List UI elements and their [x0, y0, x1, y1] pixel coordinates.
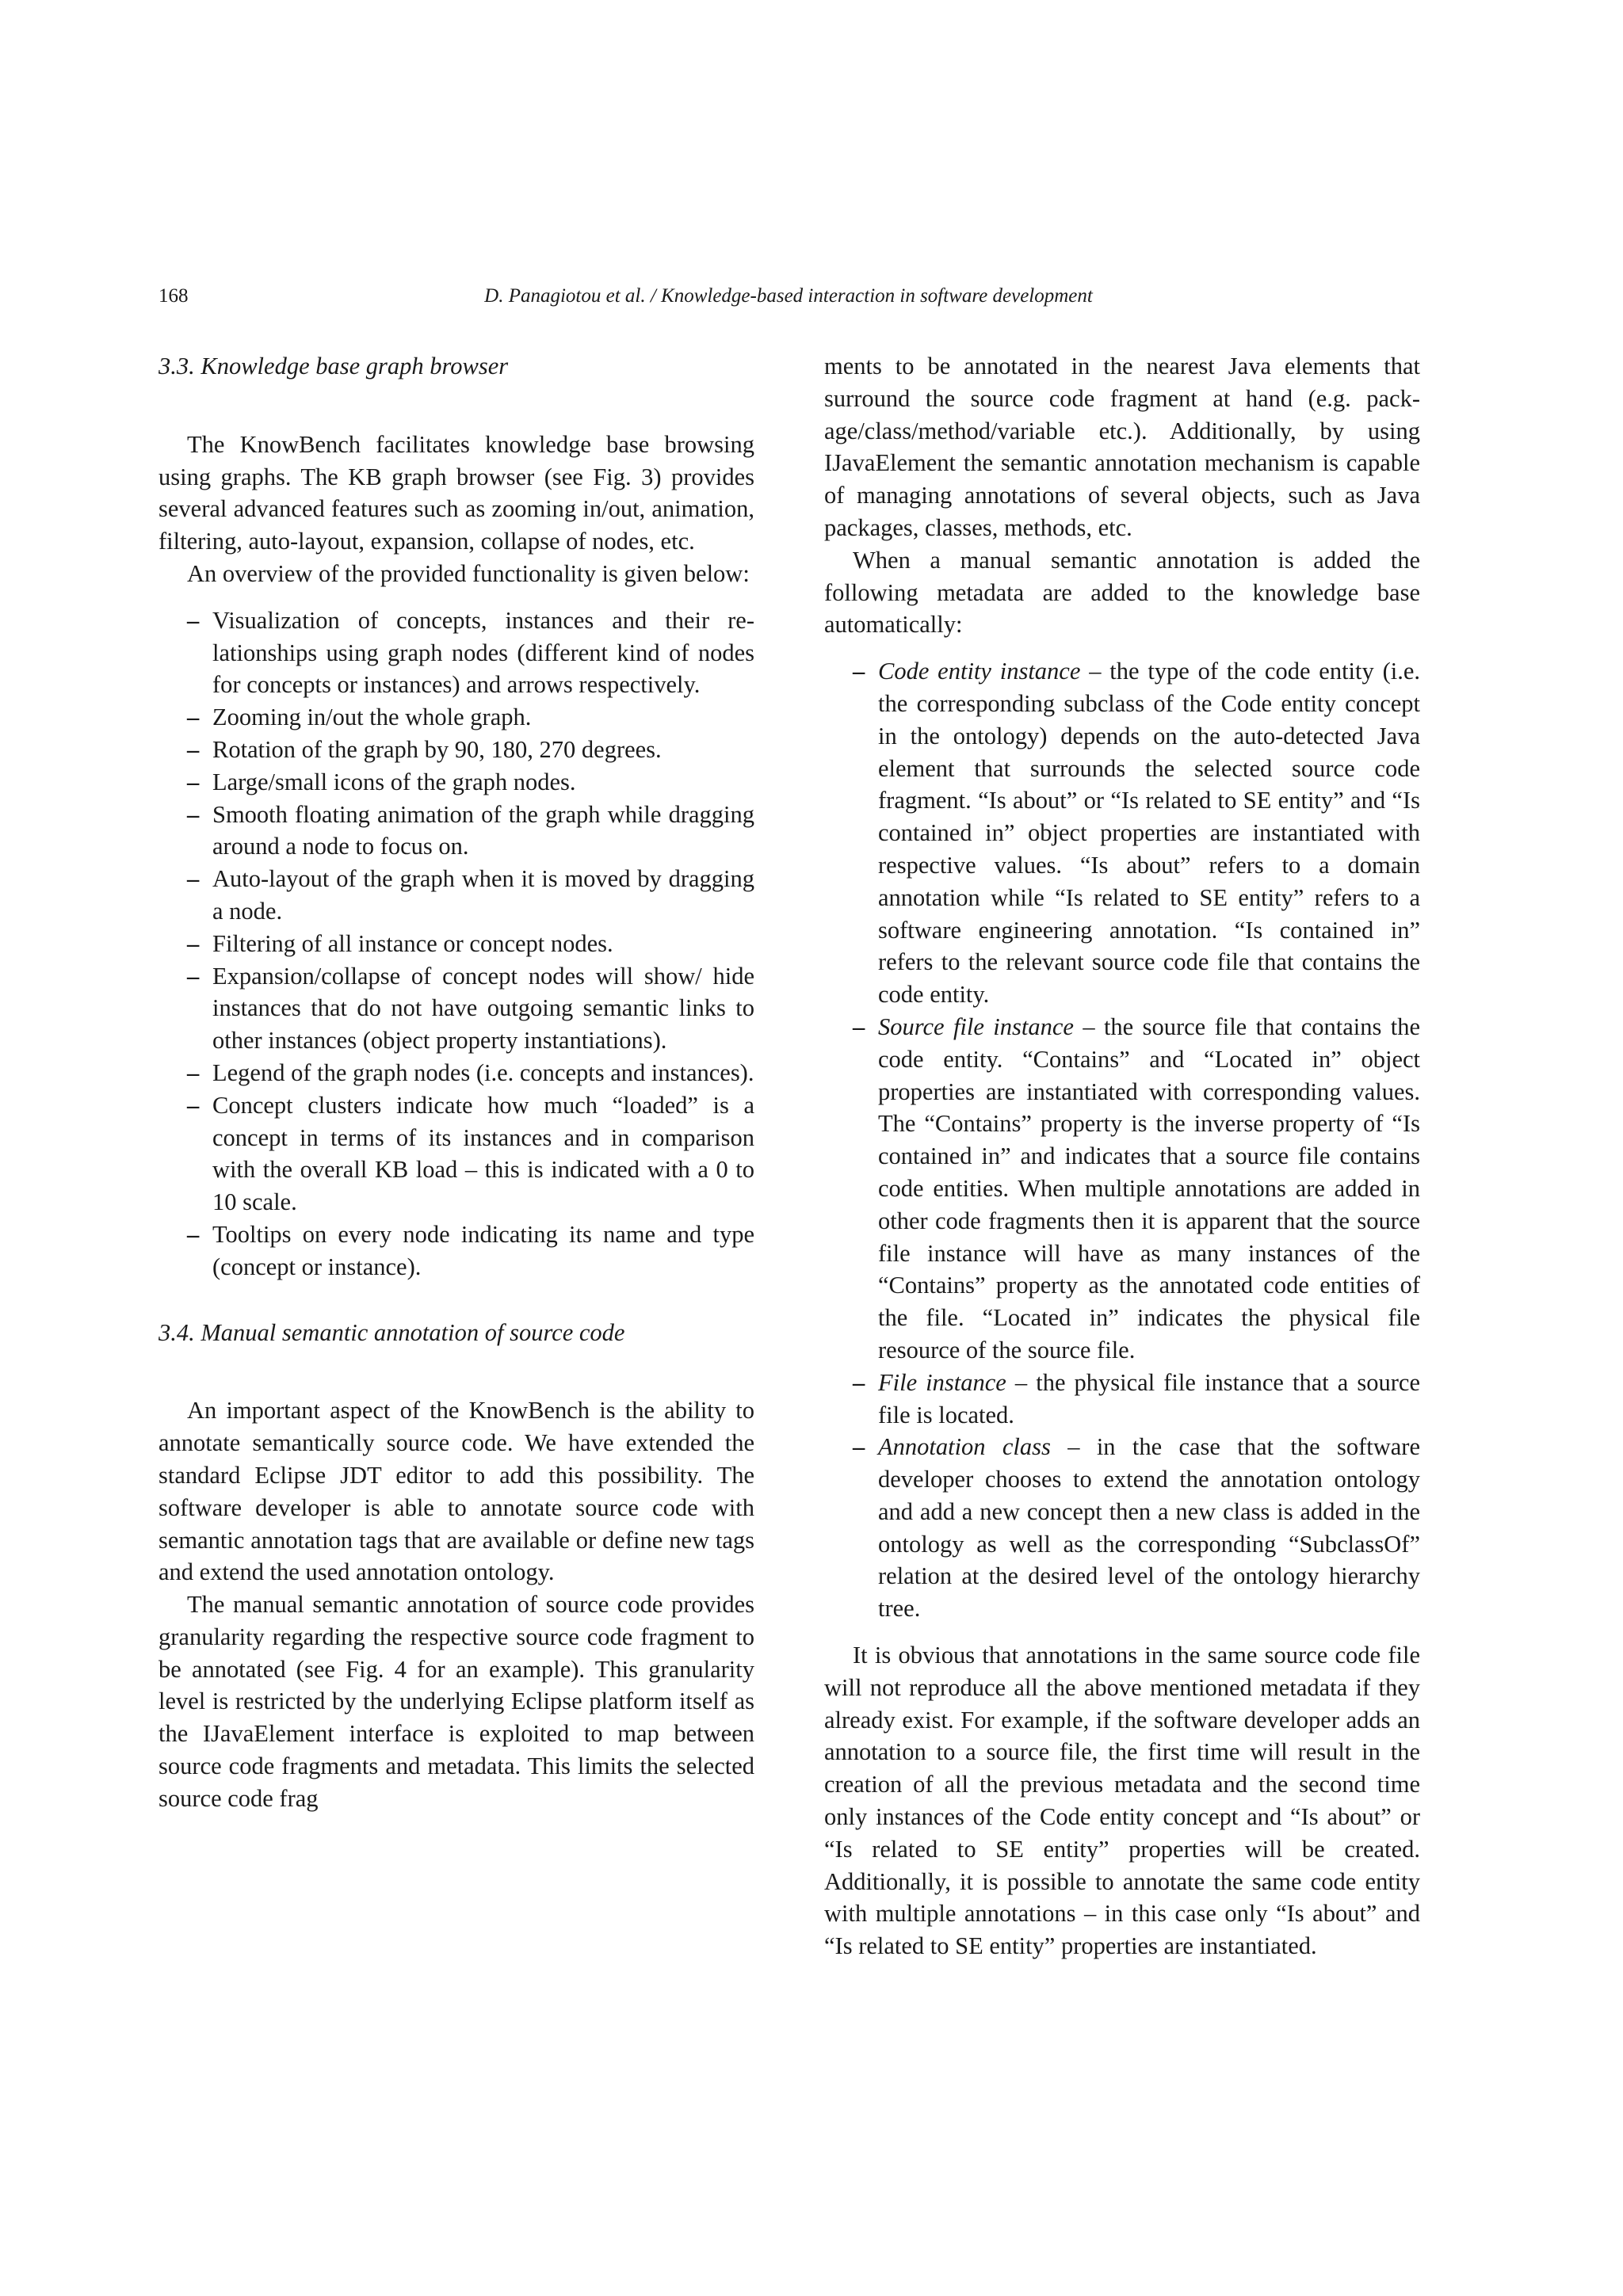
dash-bullet: – [187, 865, 200, 893]
list-item [158, 701, 754, 734]
list-item-text: Large/small icons of the graph nodes. [212, 768, 576, 795]
list-item [158, 960, 754, 1057]
left-column [158, 350, 754, 1815]
dash-bullet: – [187, 962, 200, 990]
metadata-list [824, 655, 1420, 1625]
dash-bullet: – [187, 929, 200, 957]
dash-bullet: – [187, 1058, 200, 1086]
list-item [824, 1431, 1420, 1625]
dash-bullet: – [187, 735, 200, 763]
list-item-text: Legend of the graph nodes (i.e. concepts and instances). [212, 1058, 754, 1086]
section-title-3-3: 3.3. Knowledge base graph browser [158, 353, 509, 379]
feature-list [158, 605, 754, 1283]
list-item-text: Filtering of all instance or concept nodes. [212, 929, 613, 957]
page-header [158, 285, 1419, 317]
dash-bullet: – [187, 606, 200, 634]
dash-bullet: – [187, 1220, 200, 1248]
running-title: D. Panagiotou et al. / Knowledge-based interaction in software development [484, 285, 1093, 307]
list-item [158, 1089, 754, 1219]
list-item-text: Zooming in/out the whole graph. [212, 704, 532, 731]
dash-bullet: – [187, 1091, 200, 1119]
paragraph-continued: ments to be annotated in the nearest Java elements that surround the source code fragment at hand (e.g. package/class/method/variable etc.). Additionally, by using IJavaElement the semantic annotation mechanism is capable of managing annotations of several objects, such as Java packages, classes, methods, etc. [824, 353, 1420, 541]
paragraph: The manual semantic annotation of source code provides granularity regarding the respective source code fragment to be annotated (see Fig. 4 for an example). This granularity level is restricted by the underlying Eclipse platform itself as the IJavaElement interface is exploited to map between source code fragments and metadata. This limits the selected source code frag [158, 1591, 754, 1812]
dash-bullet: – [187, 800, 200, 828]
term: File instance [878, 1368, 1006, 1396]
list-item [158, 1219, 754, 1283]
term: Source file instance [878, 1013, 1074, 1040]
dash-bullet: – [853, 658, 865, 685]
list-item-text: Visualization of concepts, instances and their relationships using graph nodes (different kind of nodes for concepts or instances) and arrows respectively. [212, 606, 754, 699]
list-item-text: – the physical file instance that a source file is located. [878, 1368, 1420, 1428]
list-item [158, 766, 754, 799]
list-item [158, 863, 754, 928]
list-item [824, 655, 1420, 1011]
list-item-text: – the source file that contains the code entity. “Contains” and “Located in” object properties are instantiated with corresponding values. The “Contains” property is the inverse property of “Is contained in” and indicates that a source file contains code entities. When multiple annotations are added in other code fragments then it is apparent that the source file instance will have as many instances of the “Contains” property as the annotated code entities of the file. “Located in” indicates the physical file resource of the source file. [878, 1013, 1420, 1363]
list-item-text: Expansion/collapse of concept nodes will show/ hide instances that do not have outgoing semantic links to other instances (object property instantiations). [212, 962, 754, 1055]
page-number: 168 [158, 285, 189, 307]
dash-bullet: – [187, 704, 200, 731]
dash-bullet: – [853, 1433, 865, 1461]
paragraph: An overview of the provided functionality is given below: [187, 559, 750, 587]
paragraph: The KnowBench facilitates knowledge base browsing using graphs. The KB graph browser (see Fig. 3) provides several advanced features such as zooming in/out, animation, filtering, auto-layout, expansion, collapse of nodes, etc. [158, 430, 754, 555]
list-item-text: – in the case that the software developer chooses to extend the annotation ontology and add a new concept then a new class is added in the ontology as well as the corresponding “SubclassOf” relation at the desired level of the ontology hierarchy tree. [878, 1433, 1420, 1623]
list-item [158, 928, 754, 960]
dash-bullet: – [853, 1013, 865, 1040]
right-column [824, 350, 1420, 1962]
list-item-text: Auto-layout of the graph when it is moved by dragging a node. [212, 865, 754, 925]
list-item-text: Concept clusters indicate how much “loaded” is a concept in terms of its instances and in comparison with the overall KB load – this is indicated with a 0 to 10 scale. [212, 1091, 754, 1216]
dash-bullet: – [853, 1368, 865, 1396]
list-item-text: – the type of the code entity (i.e. the corresponding subclass of the Code entity concept in the ontology) depends on the auto-detected Java element that surrounds the selected source code fragment. “Is about” or “Is related to SE entity” and “Is contained in” object properties are instantiated with respective values. “Is about” refers to a domain annotation while “Is related to SE entity” refers to a software engineering annotation. “Is contained in” refers to the relevant source code file that contains the code entity. [878, 658, 1420, 1009]
list-item [158, 605, 754, 701]
paragraph: It is obvious that annotations in the same source code file will not reproduce all the above mentioned metadata if they already exist. For example, if the software developer adds an annotation to a source file, the first time will result in the creation of all the previous metadata and the second time only instances of the Code entity concept and “Is about” or “Is related to SE entity” properties will be created. Additionally, it is possible to annotate the same code entity with multiple annotations – in this case only “Is about” and “Is related to SE entity” properties are instantiated. [824, 1642, 1420, 1960]
list-item [158, 734, 754, 766]
list-item-text: Smooth floating animation of the graph while dragging around a node to focus on. [212, 800, 754, 860]
list-item [824, 1011, 1420, 1367]
section-title-3-4: 3.4. Manual semantic annotation of source code [158, 1318, 625, 1346]
list-item [824, 1367, 1420, 1432]
term: Annotation class [878, 1433, 1051, 1461]
paragraph: An important aspect of the KnowBench is the ability to annotate semantically source code. We have extended the standard Eclipse JDT editor to add this possibility. The software developer is able to annotate source code with semantic annotation tags that are available or define new tags and extend the used annotation ontology. [158, 1397, 754, 1586]
list-item-text: Tooltips on every node indicating its name and type (concept or instance). [212, 1220, 754, 1280]
list-item [158, 1057, 754, 1089]
list-item-text: Rotation of the graph by 90, 180, 270 degrees. [212, 735, 662, 763]
term: Code entity instance [878, 658, 1081, 685]
list-item [158, 799, 754, 864]
dash-bullet: – [187, 768, 200, 795]
paragraph: When a manual semantic annotation is added the following metadata are added to the knowledge base automatically: [824, 546, 1420, 639]
